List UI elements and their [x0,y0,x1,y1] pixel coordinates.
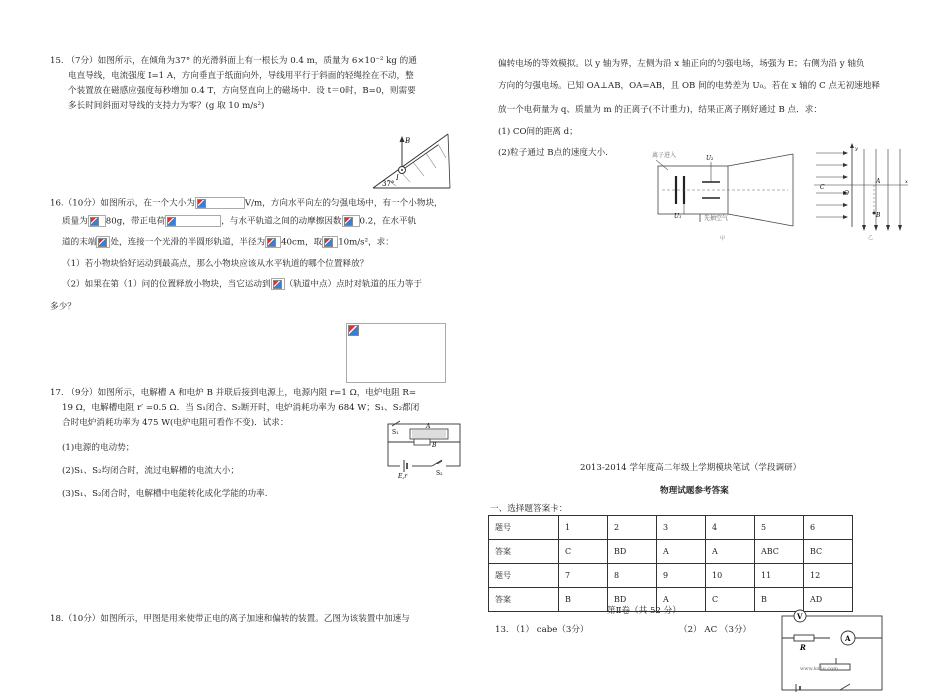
answer-table-cell: A [657,540,706,564]
q16-sub1: （1）若小物块恰好运动到最高点，那么小物块应该从水平轨道的哪个位置释放？ [62,259,369,269]
answer-table-cell: B [559,588,608,612]
right-sub1: (1) CO间的距离 d； [498,127,578,137]
fig-Er-label: E,r [398,473,408,480]
q13-part1: 13. （1） cabe（3分） [495,625,589,635]
answer-table-cell: 3 [657,516,706,540]
fig-A-label: A [426,423,431,430]
watermark-text: www.ks5u.com [800,666,838,672]
key-title: 物理试题参考答案 [660,486,729,496]
answer-table-cell: AD [804,588,853,612]
answer-table-cell: BD [608,588,657,612]
answer-table-cell: 7 [559,564,608,588]
right-line2: 方向的匀强电场。已知 OA⊥AB，OA=AB，且 OB 间的电势差为 U₀。若在 x 轴的 C 点无初速地释 [498,81,880,91]
answer-table-cell: 9 [657,564,706,588]
answer-table-row-header: 答案 [489,540,559,564]
fig-O-label: O [844,190,849,197]
answer-table-row-header: 题号 [489,564,559,588]
answer-table-cell: C [559,540,608,564]
fig-B-label: B [405,137,411,145]
fig-x-label: x [905,179,908,185]
q16-line1: 16.（10分）如图所示，在一个大小为 V/m，方向水平向左的匀强电场中，有一个小物块， [50,198,443,209]
fig-U1-label: U₁ [674,213,682,220]
answer-table-row-header: 答案 [489,588,559,612]
fig-R-label: R [800,643,806,652]
answer-table-cell: 12 [804,564,853,588]
voltmeter-icon: V [797,612,803,621]
fig-S1-label: S₁ [392,429,399,436]
answer-table-row [489,540,853,564]
q17-line3: 合时电炉消耗功率为 475 W(电炉电阻可看作不变)．试求： [62,418,289,428]
answer-table-cell: BD [608,540,657,564]
fig-vacuum-label: 先抽空气 [704,215,729,222]
answer-table-cell: 2 [608,516,657,540]
broken-figure-placeholder [346,323,446,383]
section1-label: 一、选择题答案卡： [490,504,568,514]
answer-table-cell: A [706,540,755,564]
fig-ion-entry-label: 离子进入 [652,152,677,159]
broken-image-icon [265,236,281,248]
answer-table-cell: C [706,588,755,612]
answer-table-cell: B [755,588,804,612]
answer-table-cell: 5 [755,516,804,540]
fig-I-label: I [396,174,399,182]
broken-image-icon [322,236,338,248]
incline-figure [368,128,453,190]
fig-jia-label: 甲 [720,236,726,242]
q15-line1: 15. （7分）如图所示，在倾角为37° 的光滑斜面上有一根长为 0.4 m，质量为 6×10⁻² kg 的通 [50,56,417,66]
broken-image-icon [165,215,221,227]
q17-sub1: (1)电源的电动势； [62,443,135,453]
broken-image-icon [271,278,285,290]
section2-label: 第Ⅱ卷（共 52 分） [607,606,681,616]
answer-table-row [489,516,853,540]
answer-table-cell: 8 [608,564,657,588]
right-line1: 偏转电场的等效模拟。以 y 轴为界，左侧为沿 x 轴正向的匀强电场，场强为 E；右侧为沿 y 轴负 [498,59,865,69]
field-diagram-figure [812,143,912,243]
answer-table-cell: A [657,588,706,612]
q17-line1: 17. （9分）如图所示，电解槽 A 和电炉 B 并联后接到电源上，电源内阻 r=1 Ω，电炉电阻 R= [50,388,417,398]
fig-C-label: C [820,184,825,191]
q13-part2: （2） AC （3分） [679,625,752,635]
q15-line2: 电直导线，电流强度 I=1 A，方向垂直于纸面向外，导线用平行于斜面的轻绳拴在不动，整 [68,71,414,81]
fig-yi-label: 乙 [868,235,874,241]
ion-accelerator-figure [648,148,798,243]
fig-S2-label: S₂ [436,470,443,477]
fig-B-label: B [432,442,437,449]
fig-U2-label: U₂ [706,155,714,162]
broken-image-icon [342,215,360,227]
meter-circuit-figure [776,608,890,692]
q17-line2: 19 Ω，电解槽电阻 r′ =0.5 Ω．当 S₁闭合、S₂断开时，电炉消耗功率为 684 W；S₁、S₂都闭 [62,403,420,413]
answer-table-row-header: 题号 [489,516,559,540]
electrolysis-circuit-figure [384,420,464,480]
answer-table [488,515,853,612]
exam-title: 2013-2014 学年度高二年级上学期模块笔试（学段调研） [580,463,802,473]
fig-y-label: y [855,146,858,152]
answer-table-cell: 4 [706,516,755,540]
q18-line1: 18.（10分）如图所示，甲图是用来使带正电的离子加速和偏转的装置。乙图为该装置中加速与 [50,614,410,624]
ammeter-icon: A [845,634,851,643]
q15-line3: 个装置放在磁感应强度每秒增加 0.4 T，方向竖直向上的磁场中．设 t＝0时，B=0，则需要 [68,86,416,96]
q17-sub3: (3)S₁、S₂闭合时，电解槽中电能转化成化学能的功率. [62,489,268,499]
fig-A-label: A [876,178,881,185]
fig-B-label: B [876,212,881,219]
answer-table-cell: 11 [755,564,804,588]
answer-table-cell: 10 [706,564,755,588]
broken-image-icon [88,215,106,227]
answer-table-cell: 6 [804,516,853,540]
q16-sub2-end: 多少？ [50,302,76,312]
right-line3: 放一个电荷量为 q、质量为 m 的正离子(不计重力)，结果正离子刚好通过 B 点．求： [498,105,822,115]
q16-sub2: （2）如果在第（1）问的位置释放小物块，当它运动到 （轨道中点）点时对轨道的压力等于 [62,279,423,290]
answer-table-cell: ABC [755,540,804,564]
q17-sub2: (2)S₁、S₂均闭合时，流过电解槽的电流大小； [62,466,239,476]
fig-angle-label: 37° [382,180,395,188]
q16-line3: 道的末端 处，连接一个光滑的半圆形轨道，半径为 40cm，取 10m/s²，求： [62,237,394,248]
answer-table-row [489,564,853,588]
q16-line2: 质量为 80g，带正电荷 ，与水平轨道之间的动摩擦因数 0.2，在水平轨 [62,216,417,227]
right-sub2: (2)粒子通过 B点的速度大小. [498,148,608,158]
answer-table-cell: 1 [559,516,608,540]
broken-image-icon [195,197,245,209]
broken-image-icon [96,236,110,248]
answer-table-cell: BC [804,540,853,564]
q15-line4: 多长时间斜面对导线的支持力为零？(g 取 10 m/s²) [68,101,265,111]
